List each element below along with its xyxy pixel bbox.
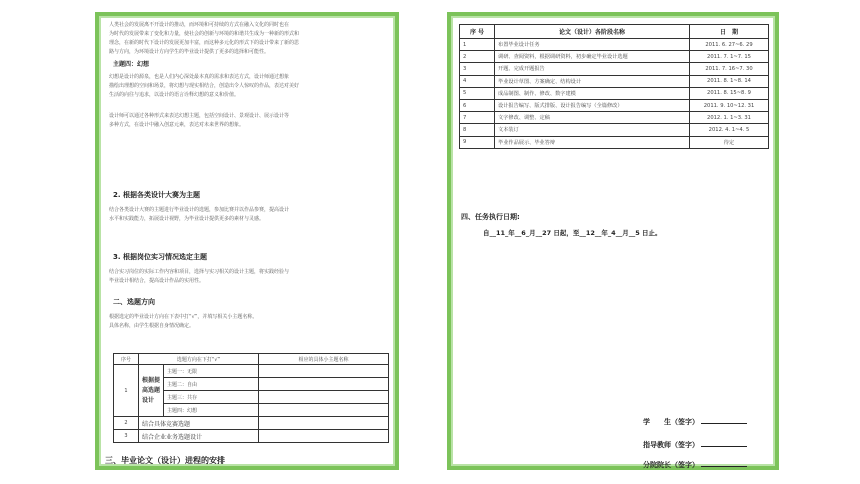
stage-date: 2012. 1. 1~3. 31 <box>690 112 769 124</box>
signature-label: 分院院长（签字） <box>643 461 699 469</box>
column-header: 相应的具体小主题名称 <box>259 354 389 365</box>
stage-date: 2011. 8. 15~8. 9 <box>690 87 769 99</box>
sub-theme-name-cell[interactable] <box>259 404 389 417</box>
row-index: 5 <box>460 87 495 99</box>
column-header: 论文（设计）各阶段名称 <box>495 25 690 39</box>
text-line: 理念，在新的时代下设计的发展更加丰富，而这种多元化的形式下的设计带来了新的思 <box>109 40 300 46</box>
group-label: 根据提高选题设计 <box>139 365 164 417</box>
stage-name: 文字修改、调整、定稿 <box>495 112 690 124</box>
text-line: 设计师可以通过各种形式来表达幻想主题，包括空间设计、景观设计、展示设计等 <box>109 113 290 119</box>
row-index: 3 <box>460 63 495 75</box>
advisor-signature <box>643 440 747 450</box>
column-header: 序 号 <box>460 25 495 39</box>
stage-name: 设计报告编写、版式排版、设计报告编写（全篇修改） <box>495 99 690 111</box>
sub-theme-cell[interactable]: 主题四：幻想 <box>164 404 259 417</box>
table-row <box>460 136 769 148</box>
column-header: 选题方向在下打“√” <box>139 354 259 365</box>
text-line: 水平和实践能力，拓展设计视野，为毕业设计提供更多的素材与灵感。 <box>109 216 265 222</box>
row-index: 6 <box>460 99 495 111</box>
stage-name: 文本装订 <box>495 124 690 136</box>
table-row <box>460 39 769 51</box>
left-document-page <box>95 12 399 470</box>
row-index: 7 <box>460 112 495 124</box>
text-line: 结合各类设计大赛的主题进行毕业设计的选题，参加比赛并以作品参赛，提高设计 <box>109 207 290 213</box>
dean-signature <box>643 460 747 470</box>
row-index: 2 <box>114 417 139 430</box>
stage-date: 2011. 7. 1~7. 15 <box>690 51 769 63</box>
table-header-row <box>460 25 769 39</box>
option-label[interactable]: 结合企业业务选题设计 <box>139 430 259 443</box>
stage-date: 2012. 4. 1~4. 5 <box>690 124 769 136</box>
stage-date: 2011. 8. 1~8. 14 <box>690 75 769 87</box>
text-line: 具体名称，由学生根据自身情况确定。 <box>109 323 195 329</box>
table-row <box>460 112 769 124</box>
sub-theme-cell[interactable]: 主题二：自由 <box>164 378 259 391</box>
row-index: 9 <box>460 136 495 148</box>
text-line: 结合实习岗位的实际工作内容和项目，选择与实习相关的设计主题，将实践经验与 <box>109 269 290 275</box>
option-label[interactable]: 结合具体竞赛选题 <box>139 417 259 430</box>
text-line: 人类社会的发展离不开设计的推动，而环境和可持续的方式在融入文化的同时也在 <box>109 22 290 28</box>
text-line: 路与方向，为环境设计方向学生的毕业设计提供了更多的选择和可能性。 <box>109 49 270 55</box>
text-line: 为时代的发展带来了变化和力量，使社会的创新与环境的和谐共生成为一种新的形式和 <box>109 31 300 37</box>
table-row <box>460 63 769 75</box>
table-row <box>460 87 769 99</box>
table-row <box>460 51 769 63</box>
task-heading: 四、任务执行日期: <box>461 213 520 221</box>
stage-name: 成品制图、制作、修改、数字建模 <box>495 87 690 99</box>
column-header: 序号 <box>114 354 139 365</box>
text-line: 生活的向往与追求，以设计的语言诠释幻想的意义和价值。 <box>109 92 240 98</box>
table-row <box>114 417 389 430</box>
subheading-fantasy: 主题四：幻想 <box>113 61 150 68</box>
right-document-page <box>447 12 779 470</box>
row-index: 1 <box>460 39 495 51</box>
intro-paragraph <box>109 21 385 57</box>
table-row <box>460 99 769 111</box>
stage-name: 调研、查阅资料，根据调研资料，初步确定毕业设计选题 <box>495 51 690 63</box>
body-paragraph-b <box>109 112 385 130</box>
signature-line[interactable] <box>701 460 747 467</box>
stage-name: 毕业作品展示、毕业答辩 <box>495 136 690 148</box>
table-row <box>114 365 389 378</box>
task-dates: 自__11_年__6_月__27 日起，至__12__年_4__月__5 日止。 <box>483 229 662 237</box>
stage-name: 毕业设计草图、方案确定、结构设计 <box>495 75 690 87</box>
signature-label: 学 生（签字） <box>643 418 699 426</box>
heading-schedule: 三、毕业论文（设计）进程的安排 <box>105 456 225 465</box>
row-index: 1 <box>114 365 139 417</box>
sub-theme-cell[interactable]: 主题一：无限 <box>164 365 259 378</box>
table-header-row <box>114 354 389 365</box>
stage-date: 待定 <box>690 136 769 148</box>
signature-line[interactable] <box>701 440 747 447</box>
row-index: 3 <box>114 430 139 443</box>
table-row <box>460 124 769 136</box>
row-index: 8 <box>460 124 495 136</box>
body-internship <box>109 268 385 286</box>
row-index: 2 <box>460 51 495 63</box>
stage-date: 2011. 6. 27~6. 29 <box>690 39 769 51</box>
heading-competition: 2. 根据各类设计大赛为主题 <box>113 191 200 199</box>
heading-internship: 3. 根据岗位实习情况选定主题 <box>113 253 207 261</box>
body-competition <box>109 206 385 224</box>
stage-date: 2011. 9. 10~12. 31 <box>690 99 769 111</box>
sub-theme-name-cell[interactable] <box>259 365 389 378</box>
schedule-table <box>459 24 769 149</box>
signature-line[interactable] <box>701 417 747 424</box>
sub-theme-name-cell[interactable] <box>259 430 389 443</box>
student-signature <box>643 417 747 427</box>
stage-name: 布置毕业设计任务 <box>495 39 690 51</box>
text-line: 多种方式，在设计中融入创意元素，表达对未来世界的想象。 <box>109 122 245 128</box>
row-index: 4 <box>460 75 495 87</box>
sub-theme-name-cell[interactable] <box>259 391 389 404</box>
sub-theme-cell[interactable]: 主题三：共存 <box>164 391 259 404</box>
heading-topic-direction: 二、选题方向 <box>113 298 155 306</box>
text-line: 毕业设计相结合，提高设计作品的实用性。 <box>109 278 205 284</box>
text-line: 描绘出理想的空间和场景，将幻想与现实相结合，创造出令人惊叹的作品，表达对美好 <box>109 83 300 89</box>
topic-option-table <box>113 353 389 443</box>
sub-theme-name-cell[interactable] <box>259 378 389 391</box>
sub-theme-name-cell[interactable] <box>259 417 389 430</box>
body-paragraph-a <box>109 73 385 100</box>
signature-label: 指导教师（签字） <box>643 441 699 449</box>
stage-name: 开题、完成开题报告 <box>495 63 690 75</box>
stage-date: 2011. 7. 16~7. 30 <box>690 63 769 75</box>
body-topic-direction <box>109 313 385 331</box>
text-line: 幻想是设计的源泉，也是人们内心深处最本真的需求和表达方式，设计师通过想象 <box>109 74 290 80</box>
table-row <box>114 430 389 443</box>
text-line: 根据选定的毕业设计方向在下表中打“√”，并填写相关小主题名称。 <box>109 314 258 320</box>
table-row <box>460 75 769 87</box>
column-header: 日 期 <box>690 25 769 39</box>
